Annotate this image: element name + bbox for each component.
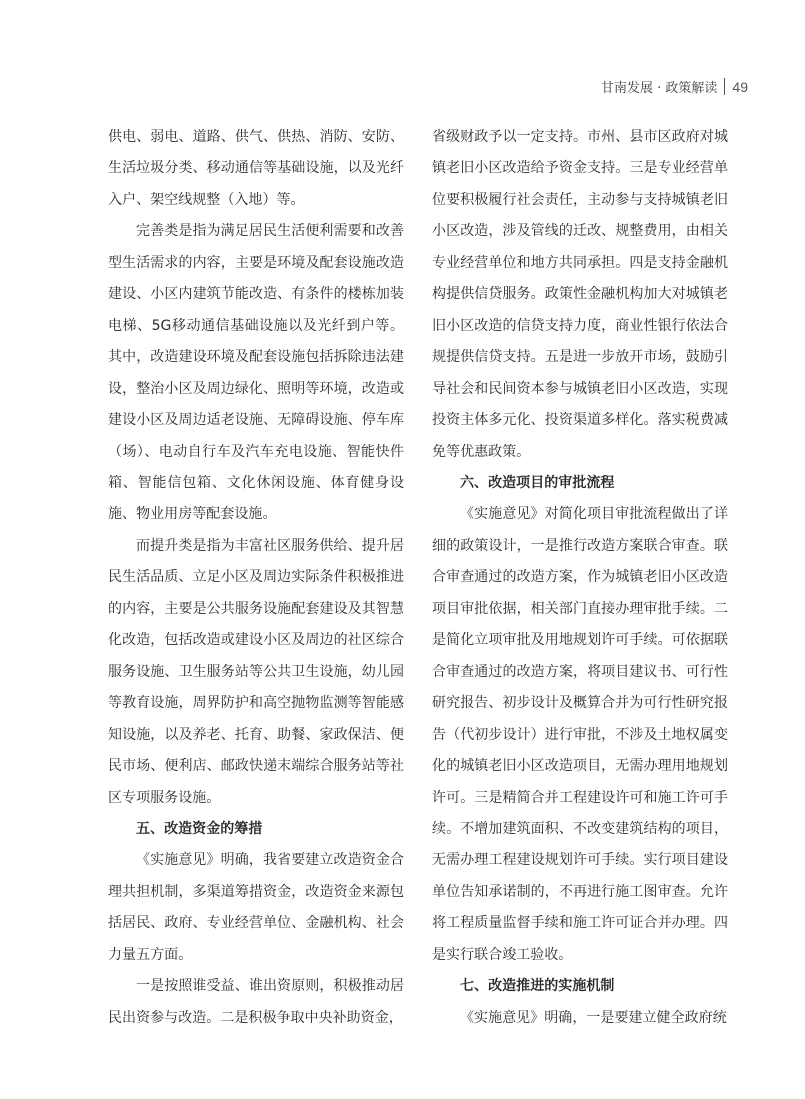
header-divider bbox=[724, 78, 725, 95]
left-column bbox=[108, 122, 404, 1034]
paragraph: 《实施意见》对简化项目审批流程做出了详细的政策设计，一是推行改造方案联合审查。联合审查通过的改造方案，作为城镇老旧小区改造项目审批依据，相关部门直接办理审批手续。二是简化立项审批及用地规划许可手续。可依据联合审查通过的改造方案，将项目建议书、可行性研究报告、初步设计及概算合并为可行性研究报告（代初步设计）进行审批，不涉及土地权属变化的城镇老旧小区改造项目，无需办理用地规划许可。三是精简合并工程建设许可和施工许可手续。不增加建筑面积、不改变建筑结构的项目，无需办理工程建设规划许可手续。实行项目建设单位告知承诺制的，不再进行施工图审查。允许将工程质量监督手续和施工许可证合并办理。四是实行联合竣工验收。 bbox=[432, 506, 728, 963]
running-header bbox=[601, 77, 748, 96]
paragraph: 而提升类是指为丰富社区服务供给、提升居民生活品质、立足小区及周边实际条件积极推进的内容，主要是公共服务设施配套建设及其智慧化改造，包括改造或建设小区及周边的社区综合服务设施、卫生服务站等公共卫生设施，幼儿园等教育设施，周界防护和高空抛物监测等智能感知设施，以及养老、托育、助餐、家政保洁、便民市场、便利店、邮政快递末端综合服务站等社区专项服务设施。 bbox=[108, 537, 404, 806]
paragraph: 供电、弱电、道路、供气、供热、消防、安防、生活垃圾分类、移动通信等基础设施，以及光纤入户、架空线规整（入地）等。 bbox=[108, 129, 404, 208]
paragraph: 《实施意见》明确，我省要建立改造资金合理共担机制，多渠道筹措资金，改造资金来源包括居民、政府、专业经营单位、金融机构、社会力量五方面。 bbox=[108, 852, 404, 963]
paragraph: 《实施意见》明确，一是要建立健全政府统 bbox=[460, 1009, 727, 1026]
page-number: 49 bbox=[732, 78, 748, 95]
section-heading: 六、改造项目的审批流程 bbox=[460, 474, 615, 491]
paragraph: 一是按照谁受益、谁出资原则，积极推动居民出资参与改造。二是积极争取中央补助资金， bbox=[108, 978, 404, 1026]
section-heading: 五、改造资金的筹措 bbox=[136, 820, 263, 837]
right-column bbox=[432, 122, 728, 1034]
section-heading: 七、改造推进的实施机制 bbox=[460, 978, 615, 995]
paragraph: 完善类是指为满足居民生活便利需要和改善型生活需求的内容，主要是环境及配套设施改造建设、小区内建筑节能改造、有条件的楼栋加装电梯、5G移动通信基础设施以及光纤到户等。其中，改造建设环境及配套设施包括拆除违法建设，整治小区及周边绿化、照明等环境，改造或建设小区及周边适老设施、无障碍设施、停车库（场）、电动自行车及汽车充电设施、智能快件箱、智能信包箱、文化休闲设施、体育健身设施、物业用房等配套设施。 bbox=[108, 223, 404, 523]
paragraph: 省级财政予以一定支持。市州、县市区政府对城镇老旧小区改造给予资金支持。三是专业经营单位要积极履行社会责任，主动参与支持城镇老旧小区改造，涉及管线的迁改、规整费用，由相关专业经营单位和地方共同承担。四是支持金融机构提供信贷服务。政策性金融机构加大对城镇老旧小区改造的信贷支持力度，商业性银行依法合规提供信贷支持。五是进一步放开市场，鼓励引导社会和民间资本参与城镇老旧小区改造，实现投资主体多元化、投资渠道多样化。落实税费减免等优惠政策。 bbox=[432, 129, 728, 460]
header-title: 甘南发展 · 政策解读 bbox=[601, 81, 718, 96]
